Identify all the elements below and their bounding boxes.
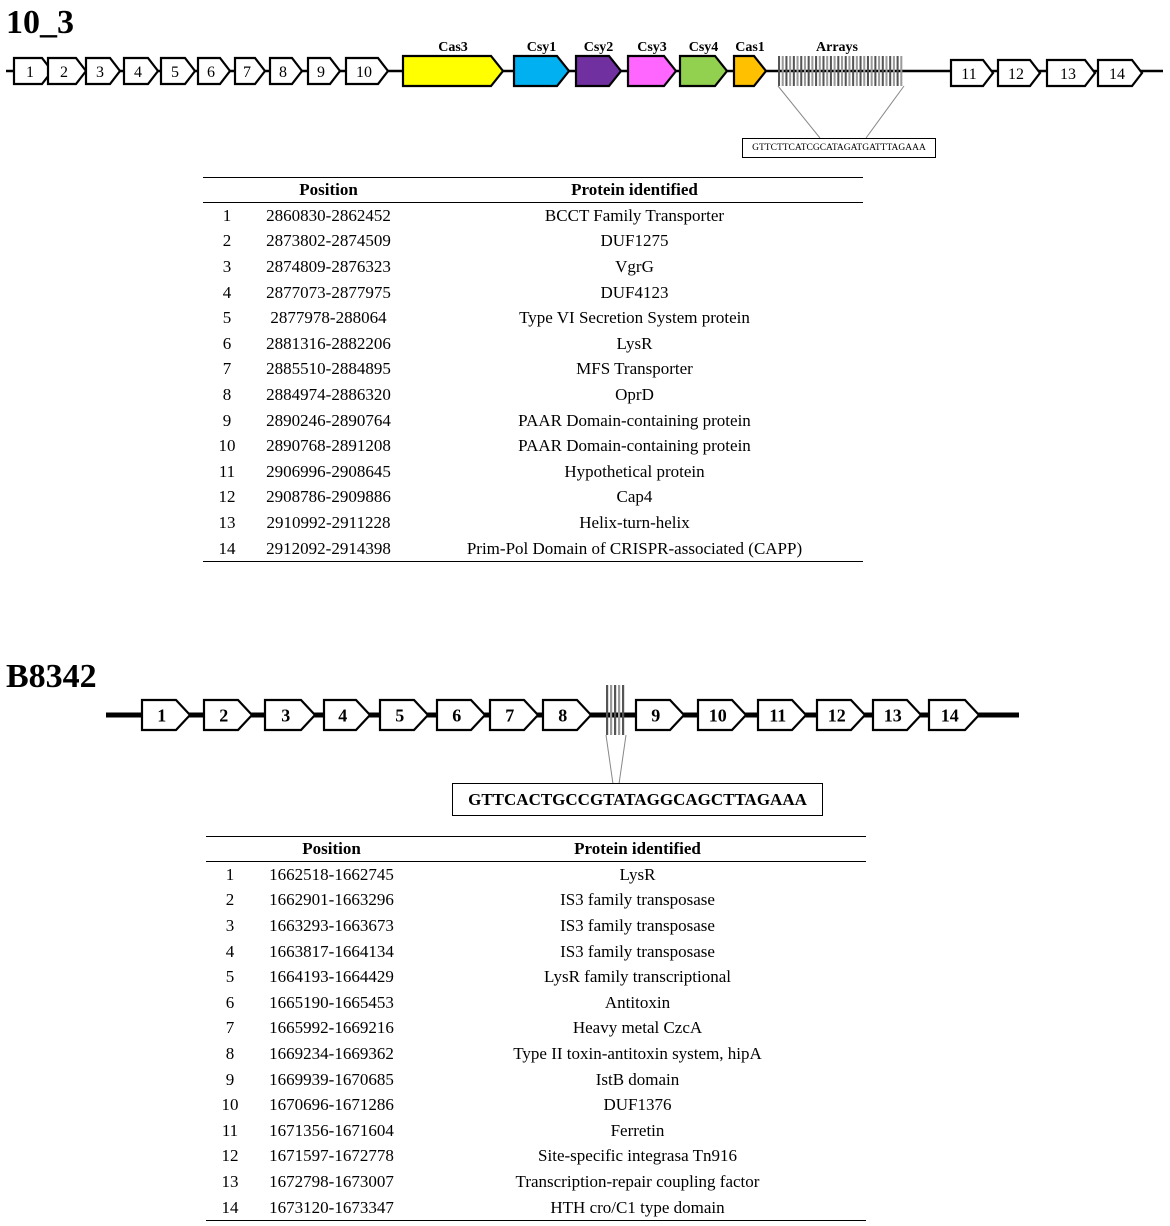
row-position: 1662901-1663296	[269, 890, 394, 910]
repeat-stripe	[618, 685, 620, 735]
gene-label: 14	[1109, 65, 1125, 83]
row-protein: Site-specific integrasa Tn916	[538, 1146, 737, 1166]
row-index: 8	[225, 1043, 235, 1063]
header-protein: Protein identified	[406, 178, 863, 203]
protein-table-b8342	[206, 836, 866, 1221]
row-index: 14	[206, 1195, 254, 1221]
repeat-stripe	[606, 685, 608, 735]
repeat-stripe	[822, 56, 824, 86]
gene-label: 9	[317, 63, 325, 81]
gene-label: 10	[708, 705, 727, 726]
gene-7	[235, 58, 265, 84]
section-title-10-3: 10_3	[6, 4, 74, 41]
row-position: 1663293-1663673	[269, 915, 394, 935]
gene-label: 13	[883, 705, 902, 726]
row-position: 1664193-1664429	[269, 967, 394, 987]
gene-label: 11	[769, 705, 787, 726]
gene-5	[380, 700, 428, 730]
row-index: 6	[225, 992, 235, 1012]
repeat-sequence-b8342: GTTCACTGCCGTATAGGCAGCTTAGAAA	[468, 790, 807, 809]
table-row	[203, 254, 863, 280]
repeat-stripe	[614, 685, 616, 735]
row-index: 2	[222, 231, 232, 251]
row-protein: Hypothetical protein	[564, 461, 705, 481]
row-protein: Heavy metal CzcA	[572, 1018, 703, 1038]
section-title-b8342: B8342	[6, 658, 97, 695]
header-protein: Protein identified	[409, 837, 866, 862]
repeat-stripe	[856, 56, 858, 86]
row-index: 14	[203, 536, 251, 562]
row-position: 1669939-1670685	[269, 1069, 394, 1089]
repeat-stripe	[874, 56, 876, 86]
row-index: 13	[218, 512, 236, 532]
table-row	[206, 1092, 866, 1118]
gene-2	[204, 700, 252, 730]
table-row	[203, 203, 863, 229]
gene-7	[490, 700, 538, 730]
row-position: 2885510-2884895	[266, 359, 391, 379]
row-position: 2890768-2891208	[266, 436, 391, 456]
gene-9	[636, 700, 684, 730]
repeat-stripe	[878, 56, 880, 86]
gene-label: 4	[134, 63, 142, 81]
repeat-stripe	[871, 56, 873, 86]
row-index: 3	[225, 915, 235, 935]
gene-14	[929, 700, 979, 730]
repeat-stripe	[811, 56, 813, 86]
row-position: 1663817-1664134	[269, 941, 394, 961]
row-position: 1671356-1671604	[269, 1120, 394, 1140]
table-row	[203, 331, 863, 357]
row-protein: DUF1275	[600, 231, 669, 251]
row-index: 3	[222, 256, 232, 276]
row-position: 1671597-1672778	[269, 1146, 394, 1166]
row-protein: Type VI Secretion System protein	[519, 308, 750, 328]
cas-label-cas1: Cas1	[735, 40, 765, 55]
repeat-sequence-10-3: GTTCTTCATCGCATAGATGATTTAGAAA	[752, 143, 926, 153]
table-row	[203, 229, 863, 255]
gene-label: 6	[207, 63, 215, 81]
table-row	[206, 990, 866, 1016]
row-position: 1670696-1671286	[269, 1095, 394, 1115]
gene-label: 12	[1008, 65, 1024, 83]
row-protein: PAAR Domain-containing protein	[518, 410, 751, 430]
table-row	[206, 1169, 866, 1195]
gene-10	[698, 700, 746, 730]
gene-label: 7	[505, 705, 515, 726]
row-position: 2908786-2909886	[266, 487, 391, 507]
row-position: 2860830-2862452	[266, 205, 391, 225]
table-row	[203, 510, 863, 536]
gene-9	[308, 58, 340, 84]
repeat-stripe	[815, 56, 817, 86]
gene-5	[161, 58, 195, 84]
gene-3	[265, 700, 315, 730]
table-row	[206, 1144, 866, 1170]
row-index: 10	[221, 1095, 239, 1115]
table-row	[203, 485, 863, 511]
table-header-row	[203, 178, 863, 203]
gene-label: 5	[171, 63, 179, 81]
row-protein: PAAR Domain-containing protein	[518, 436, 751, 456]
repeat-stripe	[789, 56, 791, 86]
row-index: 8	[222, 384, 232, 404]
repeat-stripe	[889, 56, 891, 86]
row-position: 1672798-1673007	[269, 1171, 394, 1191]
cas-gene-cas1	[734, 56, 766, 86]
repeat-stripe	[778, 56, 780, 86]
row-protein: MFS Transporter	[576, 359, 693, 379]
row-index: 12	[221, 1146, 239, 1166]
row-position: 1662518-1662745	[269, 864, 394, 884]
row-protein: IS3 family transposase	[560, 890, 715, 910]
table-row	[203, 305, 863, 331]
table-header-row	[206, 837, 866, 862]
row-protein: Transcription-repair coupling factor	[515, 1171, 760, 1191]
gene-label: 14	[940, 705, 959, 726]
row-protein: Helix-turn-helix	[579, 512, 690, 532]
gene-label: 3	[96, 63, 104, 81]
row-index: 11	[221, 1120, 239, 1140]
table-row	[206, 964, 866, 990]
row-index: 13	[221, 1171, 239, 1191]
callout-line	[778, 86, 820, 138]
table-row	[206, 913, 866, 939]
row-position: 1669234-1669362	[269, 1043, 394, 1063]
gene-11	[951, 60, 993, 86]
gene-11	[758, 700, 806, 730]
gene-arrow-shape	[576, 56, 621, 86]
gene-4	[324, 700, 370, 730]
gene-arrow-shape	[514, 56, 569, 86]
gene-arrow-shape	[628, 56, 676, 86]
row-protein: LysR family transcriptional	[544, 967, 731, 987]
gene-label: 10	[356, 63, 372, 81]
repeat-stripe	[826, 56, 828, 86]
table-row	[203, 459, 863, 485]
row-index: 12	[218, 487, 236, 507]
gene-12	[998, 60, 1040, 86]
table-row	[206, 1195, 866, 1221]
gene-8	[270, 58, 302, 84]
repeat-sequence-box-b8342	[452, 783, 823, 816]
gene-label: 9	[651, 705, 661, 726]
repeat-stripe	[610, 685, 612, 735]
repeat-stripe	[885, 56, 887, 86]
row-position: 2884974-2886320	[266, 384, 391, 404]
row-protein: HTH cro/C1 type domain	[409, 1195, 866, 1221]
gene-1	[142, 700, 190, 730]
row-protein: Ferretin	[610, 1120, 665, 1140]
repeat-stripe	[867, 56, 869, 86]
cas-gene-cas3	[403, 56, 503, 86]
row-position: 2906996-2908645	[266, 461, 391, 481]
row-index: 9	[225, 1069, 235, 1089]
gene-label: 5	[395, 705, 405, 726]
gene-label: 6	[452, 705, 462, 726]
row-protein: IS3 family transposase	[560, 915, 715, 935]
repeat-stripe	[785, 56, 787, 86]
gene-label: 2	[219, 705, 229, 726]
row-protein: OprD	[615, 384, 654, 404]
row-index: 1	[222, 205, 232, 225]
gene-12	[817, 700, 865, 730]
cas-gene-csy3	[628, 56, 676, 86]
header-index	[203, 178, 251, 203]
gene-label: 11	[961, 65, 977, 83]
gene-13	[1047, 60, 1095, 86]
repeat-stripe	[841, 56, 843, 86]
row-protein: IS3 family transposase	[560, 941, 715, 961]
row-protein: LysR	[616, 333, 653, 353]
gene-10	[346, 58, 388, 84]
row-index: 4	[222, 282, 232, 302]
cas-label-csy2: Csy2	[583, 40, 614, 55]
row-index: 10	[218, 436, 236, 456]
row-position: 2890246-2890764	[266, 410, 391, 430]
table-row	[203, 280, 863, 306]
row-position: 1665992-1669216	[269, 1018, 394, 1038]
row-index: 2	[225, 890, 235, 910]
gene-label: 4	[338, 705, 348, 726]
table-row	[206, 1016, 866, 1042]
gene-label: 13	[1060, 65, 1076, 83]
row-index: 5	[225, 967, 235, 987]
table-row	[203, 382, 863, 408]
row-position: 2881316-2882206	[266, 333, 391, 353]
repeat-stripe	[900, 56, 902, 86]
row-protein: BCCT Family Transporter	[544, 205, 725, 225]
gene-arrow-shape	[734, 56, 766, 86]
repeat-stripe	[793, 56, 795, 86]
gene-label: 8	[279, 63, 287, 81]
gene-2	[48, 58, 86, 84]
row-position: 2877978-288064	[270, 308, 387, 328]
row-position: 2877073-2877975	[266, 282, 391, 302]
row-index: 11	[218, 461, 236, 481]
cas-label-csy3: Csy3	[637, 40, 667, 55]
gene-label: 1	[157, 705, 167, 726]
repeat-stripe	[852, 56, 854, 86]
gene-1	[14, 58, 52, 84]
gene-3	[86, 58, 120, 84]
header-position: Position	[251, 178, 406, 203]
repeat-stripe	[804, 56, 806, 86]
header-position: Position	[254, 837, 409, 862]
repeat-stripe	[819, 56, 821, 86]
row-protein: VgrG	[615, 256, 654, 276]
row-index: 9	[222, 410, 232, 430]
table-row	[203, 536, 863, 562]
row-position: 1673120-1673347	[254, 1195, 409, 1221]
table-row	[203, 357, 863, 383]
repeat-stripe	[622, 685, 624, 735]
row-index: 7	[222, 359, 232, 379]
repeat-stripe	[800, 56, 802, 86]
row-protein: IstB domain	[595, 1069, 680, 1089]
cas-label-csy1: Csy1	[526, 40, 557, 55]
row-position: 2873802-2874509	[266, 231, 391, 251]
table-row	[206, 862, 866, 888]
repeat-stripe	[893, 56, 895, 86]
row-index: 5	[222, 308, 232, 328]
table-row	[203, 433, 863, 459]
row-index: 7	[225, 1018, 235, 1038]
gene-label: 2	[60, 63, 68, 81]
gene-6	[437, 700, 485, 730]
callout-line	[866, 86, 904, 138]
repeat-stripe	[837, 56, 839, 86]
table-row	[203, 408, 863, 434]
table-row	[206, 939, 866, 965]
row-protein: LysR	[619, 864, 656, 884]
gene-map-b8342	[0, 680, 1170, 800]
gene-map-10-3	[0, 0, 1170, 160]
gene-arrow-shape	[403, 56, 503, 86]
row-protein: Antitoxin	[604, 992, 671, 1012]
repeat-stripe	[863, 56, 865, 86]
row-protein: DUF4123	[600, 282, 669, 302]
repeat-stripe	[834, 56, 836, 86]
gene-8	[543, 700, 591, 730]
callout-line	[619, 735, 626, 784]
row-position: 1665190-1665453	[269, 992, 394, 1012]
row-protein: Cap4	[616, 487, 653, 507]
row-index: 1	[225, 864, 235, 884]
cas-label-cas3: Cas3	[438, 40, 468, 55]
table-row	[206, 1118, 866, 1144]
table-row	[206, 888, 866, 914]
gene-label: 3	[281, 705, 291, 726]
gene-arrow-shape	[680, 56, 727, 86]
row-position: 2910992-2911228	[266, 512, 391, 532]
repeat-stripe	[782, 56, 784, 86]
cas-gene-csy4	[680, 56, 727, 86]
repeat-sequence-box-10-3	[742, 138, 936, 158]
gene-label: 1	[26, 63, 34, 81]
row-protein: DUF1376	[603, 1095, 672, 1115]
protein-table-10-3	[203, 177, 863, 562]
repeat-stripe	[808, 56, 810, 86]
repeat-stripe	[830, 56, 832, 86]
gene-6	[198, 58, 230, 84]
repeat-stripe	[848, 56, 850, 86]
cas-label-csy4: Csy4	[688, 40, 719, 55]
gene-13	[873, 700, 921, 730]
repeat-stripe	[897, 56, 899, 86]
repeat-stripe	[845, 56, 847, 86]
row-position: 2912092-2914398	[251, 536, 406, 562]
row-protein: Prim-Pol Domain of CRISPR-associated (CAPP)	[406, 536, 863, 562]
cas-gene-csy1	[514, 56, 569, 86]
header-index	[206, 837, 254, 862]
row-index: 6	[222, 333, 232, 353]
gene-4	[124, 58, 158, 84]
row-index: 4	[225, 941, 235, 961]
gene-14	[1098, 60, 1142, 86]
callout-line	[606, 735, 613, 784]
table-row	[206, 1041, 866, 1067]
row-position: 2874809-2876323	[266, 256, 391, 276]
gene-label: 8	[558, 705, 568, 726]
repeat-stripe	[797, 56, 799, 86]
repeat-stripe	[882, 56, 884, 86]
row-protein: Type II toxin-antitoxin system, hipA	[513, 1043, 762, 1063]
cas-gene-csy2	[576, 56, 621, 86]
repeat-stripe	[860, 56, 862, 86]
arrays-label: Arrays	[816, 40, 858, 55]
crispr-array	[606, 685, 624, 735]
gene-label: 7	[243, 63, 251, 81]
gene-label: 12	[827, 705, 846, 726]
table-row	[206, 1067, 866, 1093]
